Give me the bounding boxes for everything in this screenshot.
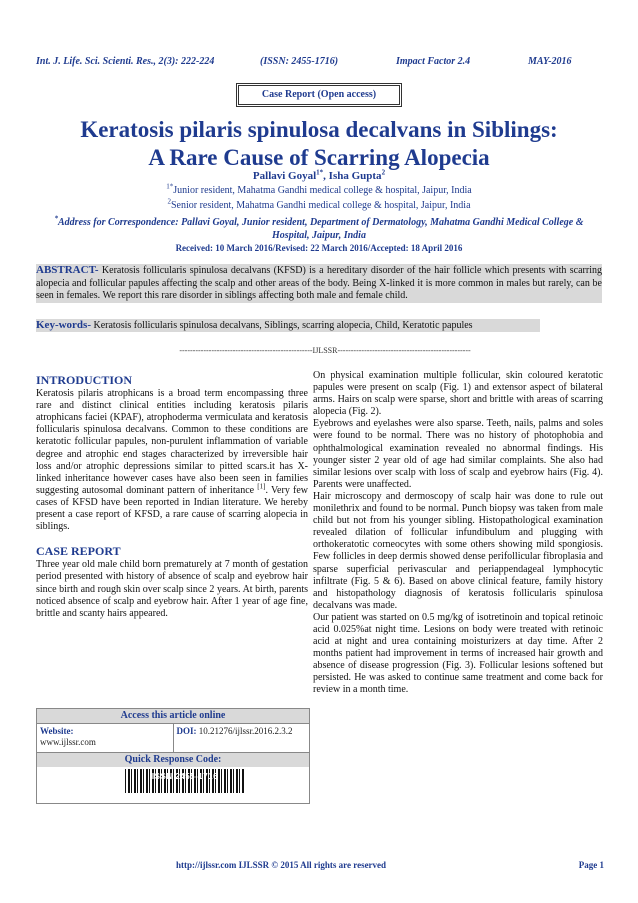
author-1: Pallavi Goyal — [252, 170, 317, 182]
author-separator: , — [323, 170, 329, 182]
exam-paragraph: On physical examination multiple follicular, skin coloured keratotic papules were present on scalp (Fig. 1) and extensor aspect of bilateral arms. Hairs on scalp were sparse, short and brittle with areas of scarring alopecia (Fig. 2). — [313, 370, 603, 418]
journal-citation: Int. J. Life. Sci. Scienti. Res., 2(3): 222-224 — [36, 56, 215, 67]
article-dates: Received: 10 March 2016/Revised: 22 March 2016/Accepted: 18 April 2016 — [175, 243, 463, 253]
findings-paragraph: Eyebrows and eyelashes were also sparse. Teeth, nails, palms and soles were found to be normal. There was no history of photophobia and ophthalmological examination revealed no abnormal findings. His younger sister 2 year old of age had similar complaints. She also had similar lesions over scalp with loss of scalp and eyebrow hairs (Fig. 4). Parents were unaffected. — [313, 418, 603, 490]
doi-label: DOI: — [176, 726, 197, 736]
website-link[interactable]: www.ijlssr.com — [40, 737, 96, 747]
doi-cell — [173, 724, 310, 752]
abstract-text: Keratosis follicularis spinulosa decalvans (KFSD) is a hereditary disorder of the hair follicle which presents with scarring alopecia and follicular papules affecting the scalp and other areas of the body. Being X-linked it is more common in males but rarely, can be seen in females. We report this rare disorder in siblings affecting both male and female child. — [36, 265, 602, 301]
correspondence — [44, 216, 594, 242]
impact-factor: Impact Factor 2.4 — [396, 56, 471, 67]
affiliation-1-sup: 1* — [166, 182, 174, 191]
intro-text-b: . Very few cases of KFSD have been reported in Indian literature. We hereby present a case report of KFSD, a rare cause of scarring alopecia in siblings. — [36, 484, 308, 533]
histopathology-paragraph: Hair microscopy and dermoscopy of scalp hair was done to rule out monilethrix and found to be normal. Punch biopsy was taken from male child but not from his younger sibling. Histopathological examination revealed dilation of follicular infundibulum and plugging with orthokeratotic corneocytes with some others showing mild spongiosis. Few follicles in deep dermis showed dense perifollicular fibroplasia and sparse superficial perivascular and periappendageal lymphocytic infiltrate (Fig. 5 & 6). Based on above clinical feature, family history and histopathology diagnosis of keratosis follicularis spinulosa decalvans was made. — [313, 490, 603, 611]
running-header — [36, 56, 604, 70]
case-report-badge: Case Report (Open access) — [236, 83, 402, 107]
access-online-box — [36, 708, 310, 804]
qr-code-label: Quick Response Code: — [37, 753, 309, 767]
intro-ref: [1] — [257, 482, 266, 491]
doi-link[interactable]: 10.21276/ijlssr.2016.2.3.2 — [198, 726, 293, 736]
correspondence-text: Address for Correspondence: Pallavi Goyal, Junior resident, Department of Dermatology, Mahatma Gandhi Medical College & Hospital, Jaipur, India — [58, 217, 584, 241]
keywords-text: Keratosis follicularis spinulosa decalvans, Siblings, scarring alopecia, Child, Keratotic papules — [91, 320, 473, 331]
intro-text-a: Keratosis pilaris atrophicans is a broad term encompassing three rare and distinct clinical entities including keratosis pilaris atrophicans faciei (KPAF), atrophoderma vermiculata and keratosis follicularis spinulosa decalvans. Common to these conditions are keratotic follicular papules, non-purulent inflammation of variable degree and atrophic end stages characterized by irreversible hair loss and/or atrophic depressions similar to pitted scars.it has X- linked inheritance however cases have also been seen in families suggesting autosomal dominant pattern of inheritance — [36, 388, 308, 496]
affiliation-1-text: Junior resident, Mahatma Gandhi medical college & hospital, Jaipur, India — [173, 185, 472, 196]
website-label: Website: — [40, 726, 74, 736]
case-report-paragraph: Three year old male child born prematurely at 7 month of gestation period presented with history of absence of scalp and eyebrow hair since birth and rough skin over scalp since 2 years. At birth, parents noticed absence of scalp and eyebrow hair. After 1 year of age fine, brittle and scanty hairs appeared. — [36, 559, 308, 619]
intro-paragraph — [36, 388, 308, 533]
abstract — [36, 264, 602, 303]
access-box-title: Access this article online — [37, 709, 309, 724]
keywords-label: Key-words- — [36, 319, 91, 331]
author-2-sup: 2 — [381, 168, 386, 177]
right-column — [313, 370, 603, 697]
affiliation-2 — [30, 197, 608, 211]
journal-issn: (ISSN: 2455-1716) — [260, 56, 339, 67]
treatment-paragraph: Our patient was started on 0.5 mg/kg of isotretinoin and topical retinoic acid 0.025%at night time. Lesions on body were treated with retinoic acid at night and urea containing moisturizers at day time. After 2 months patient had improvement in terms of increased hair growth and absence of disease progression (Fig. 3). Follicular lesions softened but persisted. He was asked to continue same treatment and come back for review in a month time. — [313, 611, 603, 696]
issue-date: MAY-2016 — [528, 56, 572, 67]
access-box-info-row — [37, 724, 309, 753]
left-column — [36, 374, 308, 620]
author-1-sup: 1* — [316, 168, 324, 177]
title-line-1: Keratosis pilaris spinulosa decalvans in Siblings: — [80, 117, 558, 142]
intro-heading: INTRODUCTION — [36, 373, 133, 387]
barcode-issn: ISSN 2455-1716 — [151, 772, 219, 781]
section-separator: --------------------------------------------------IJLSSR-------------------------------------------------- — [179, 346, 471, 355]
abstract-label: ABSTRACT- — [36, 264, 99, 276]
correspondence-sup: * — [54, 214, 59, 223]
title-line-2: A Rare Cause of Scarring Alopecia — [148, 145, 490, 170]
case-report-heading: CASE REPORT — [36, 544, 121, 559]
affiliation-2-sup: 2 — [167, 197, 171, 206]
affiliation-1 — [30, 182, 608, 196]
author-2: Isha Gupta — [328, 170, 382, 182]
page-number: Page 1 — [578, 860, 604, 870]
article-title — [30, 116, 608, 172]
affiliation-2-text: Senior resident, Mahatma Gandhi medical college & hospital, Jaipur, India — [170, 200, 471, 211]
footer-copyright[interactable]: http://ijlssr.com IJLSSR © 2015 All rights are reserved — [176, 860, 387, 870]
keywords — [36, 319, 540, 332]
website-cell — [37, 724, 173, 752]
author-list — [30, 170, 608, 182]
